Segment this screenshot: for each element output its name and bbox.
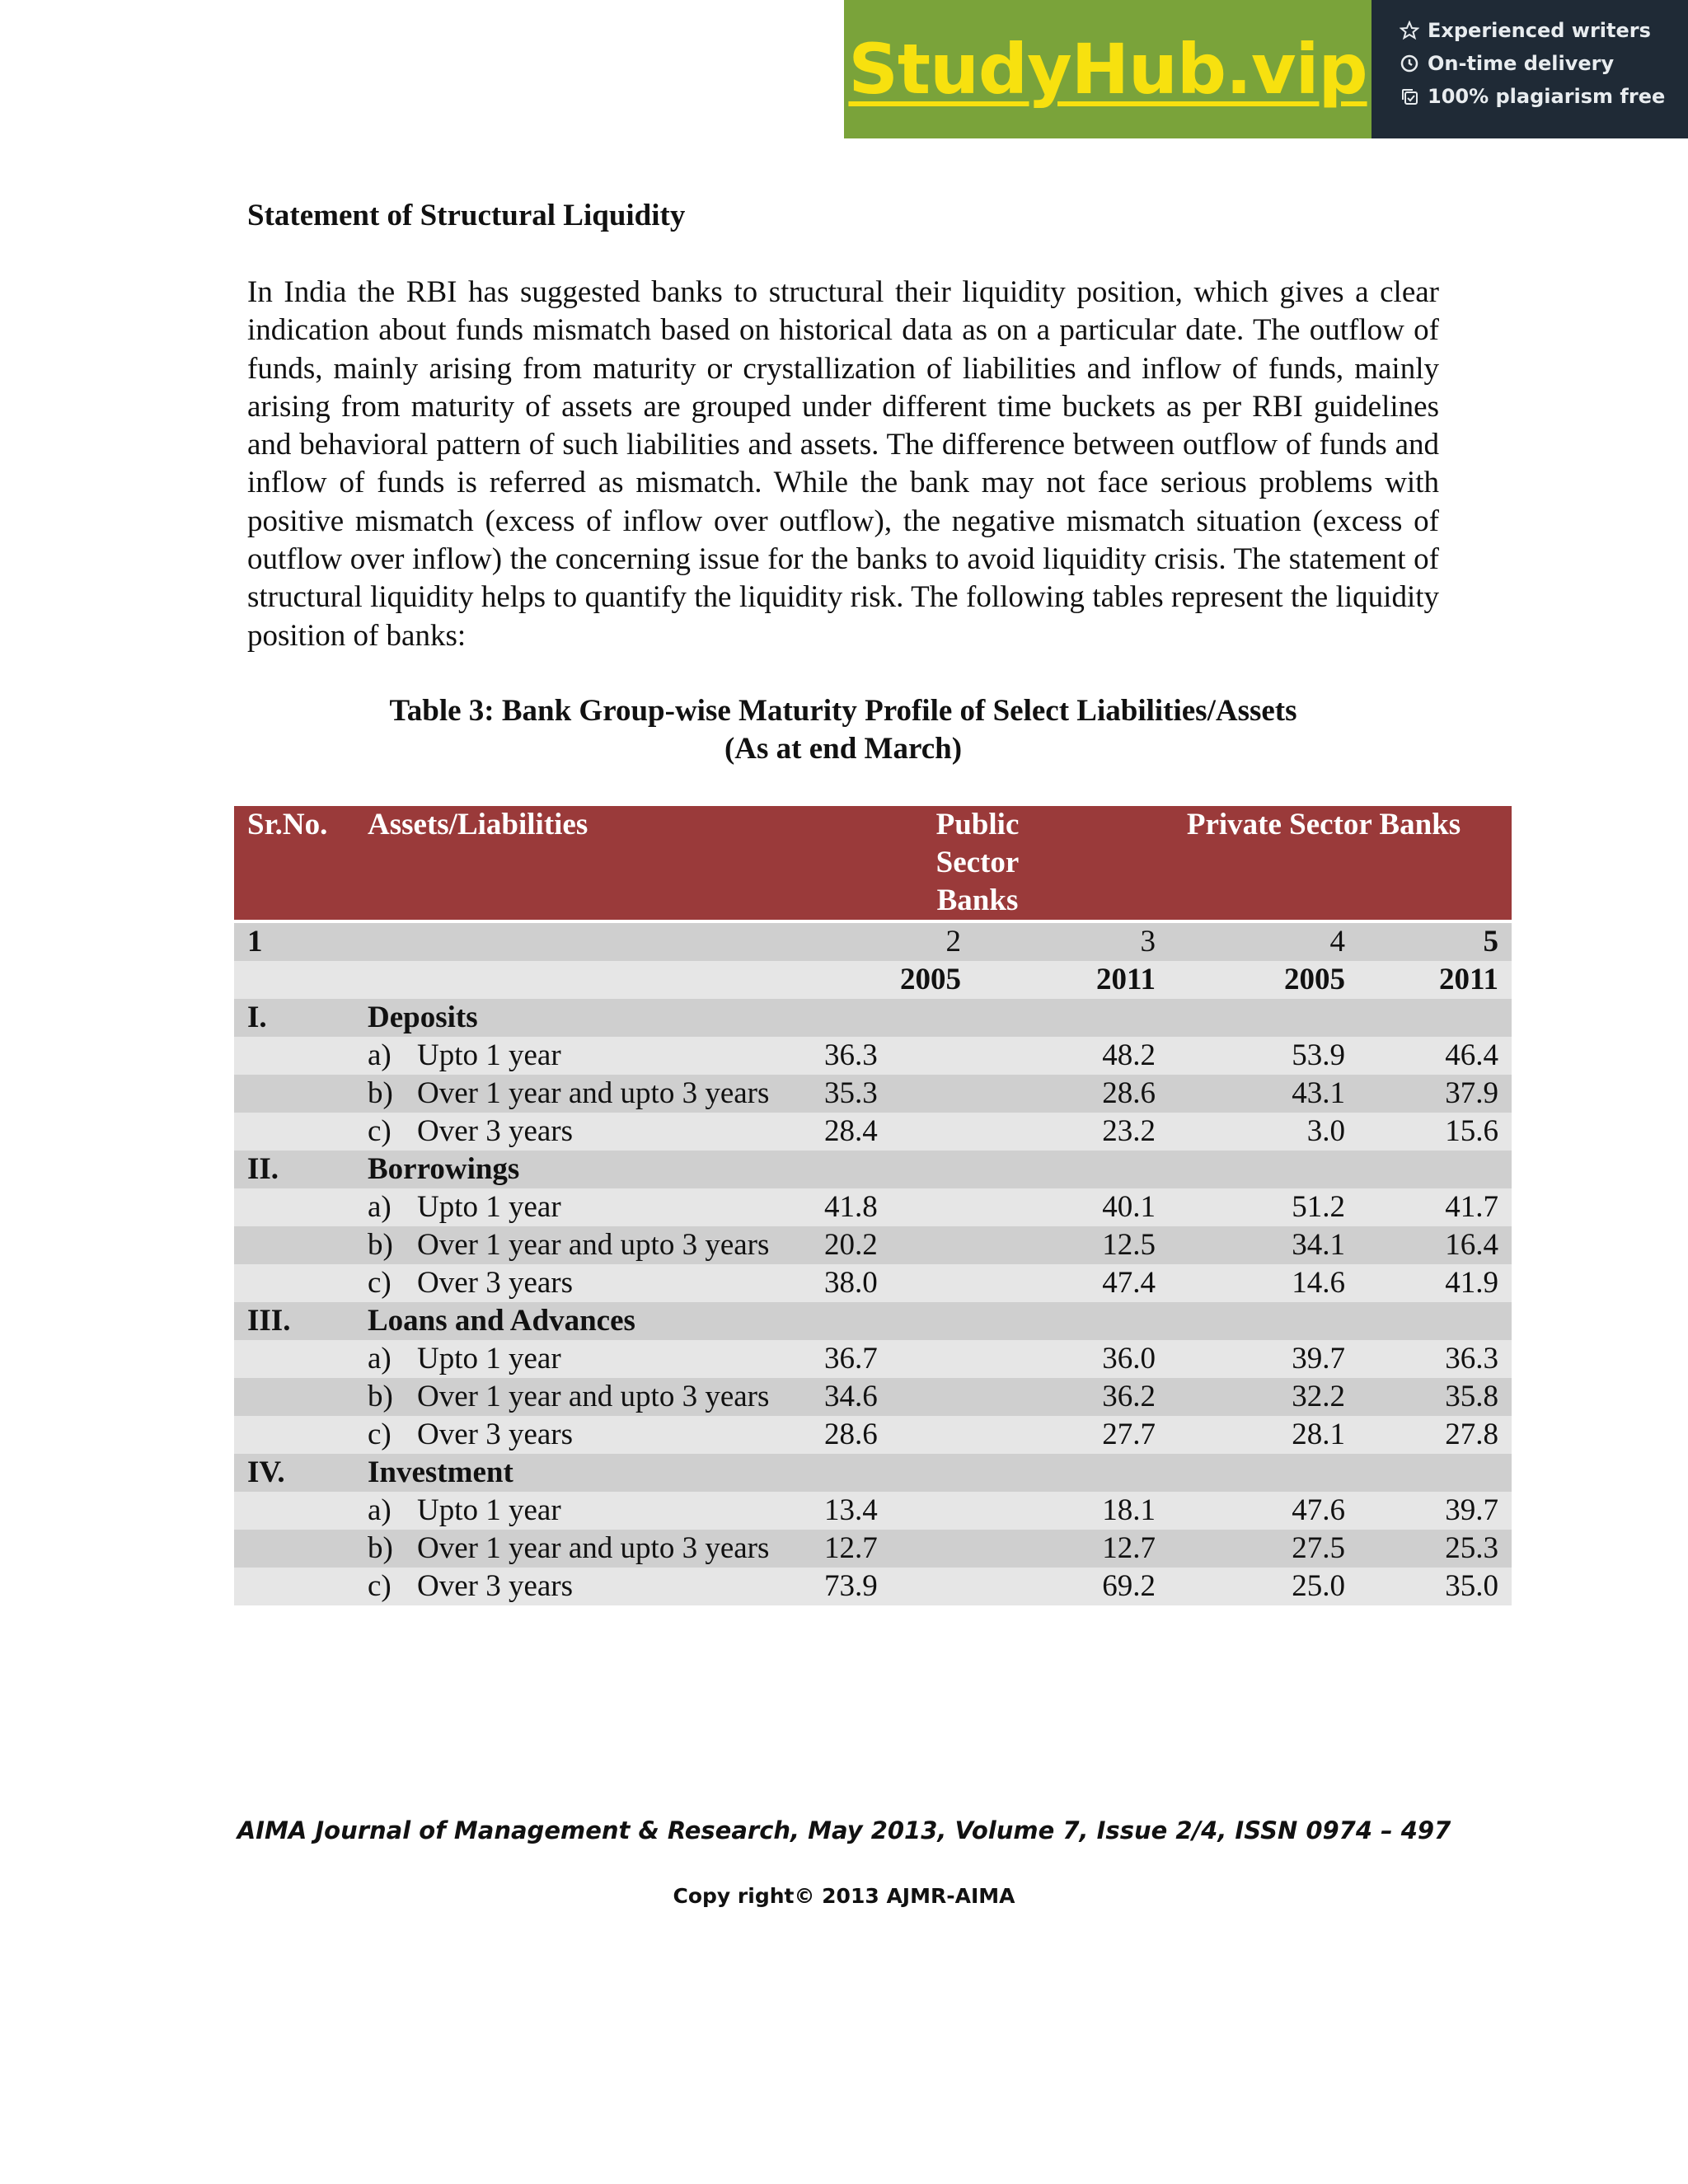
value-cell: 27.8 xyxy=(1358,1416,1512,1454)
table-row xyxy=(234,1378,1512,1416)
value-cell: 12.5 xyxy=(974,1226,1169,1264)
colnum-3: 3 xyxy=(974,921,1169,961)
feature-text: Experienced writers xyxy=(1428,19,1651,42)
group-header-row xyxy=(234,1302,1512,1340)
studyhub-banner[interactable] xyxy=(844,0,1688,138)
colnum-2: 2 xyxy=(811,921,974,961)
value-cell: 51.2 xyxy=(1169,1188,1358,1226)
group-name: Deposits xyxy=(354,999,811,1037)
row-letter: a) xyxy=(368,1493,392,1527)
row-text: Over 1 year and upto 3 years xyxy=(417,1228,770,1262)
value-cell: 43.1 xyxy=(1169,1075,1358,1113)
header-public-sector: Public Sector Banks xyxy=(811,806,1169,921)
table-row xyxy=(234,1416,1512,1454)
row-label xyxy=(354,1075,811,1113)
table-row xyxy=(234,1492,1512,1530)
value-cell: 36.0 xyxy=(974,1340,1169,1378)
copy-check-icon xyxy=(1400,87,1419,106)
group-name: Investment xyxy=(354,1454,811,1492)
year-private-2011: 2011 xyxy=(1358,961,1512,999)
value-cell: 73.9 xyxy=(811,1568,974,1605)
banner-features xyxy=(1372,0,1688,138)
row-label xyxy=(354,1264,811,1302)
row-letter: b) xyxy=(368,1228,393,1262)
value-cell: 28.4 xyxy=(811,1113,974,1151)
group-number: IV. xyxy=(234,1454,354,1492)
group-header-row xyxy=(234,1151,1512,1188)
value-cell: 34.6 xyxy=(811,1378,974,1416)
maturity-profile-table xyxy=(234,806,1512,1605)
value-cell: 25.3 xyxy=(1358,1530,1512,1568)
row-text: Upto 1 year xyxy=(417,1342,561,1376)
row-letter: c) xyxy=(368,1266,392,1300)
group-header-row xyxy=(234,1454,1512,1492)
table-row xyxy=(234,1075,1512,1113)
value-cell: 39.7 xyxy=(1169,1340,1358,1378)
row-text: Over 1 year and upto 3 years xyxy=(417,1531,770,1565)
value-cell: 40.1 xyxy=(974,1188,1169,1226)
year-public-2011: 2011 xyxy=(974,961,1169,999)
value-cell: 3.0 xyxy=(1169,1113,1358,1151)
value-cell: 41.8 xyxy=(811,1188,974,1226)
value-cell: 28.6 xyxy=(974,1075,1169,1113)
value-cell: 35.3 xyxy=(811,1075,974,1113)
value-cell: 13.4 xyxy=(811,1492,974,1530)
row-letter: a) xyxy=(368,1342,392,1376)
table-row xyxy=(234,1264,1512,1302)
value-cell: 36.2 xyxy=(974,1378,1169,1416)
value-cell: 12.7 xyxy=(811,1530,974,1568)
value-cell: 36.3 xyxy=(811,1037,974,1075)
table-header-row xyxy=(234,806,1512,921)
clock-icon xyxy=(1400,54,1419,73)
header-srno: Sr.No. xyxy=(234,806,354,921)
value-cell: 35.8 xyxy=(1358,1378,1512,1416)
row-text: Over 3 years xyxy=(417,1266,574,1300)
row-letter: b) xyxy=(368,1076,393,1110)
value-cell: 27.5 xyxy=(1169,1530,1358,1568)
row-letter: b) xyxy=(368,1380,393,1413)
table-caption-title: Table 3: Bank Group-wise Maturity Profile of Select Liabilities/Assets xyxy=(389,694,1297,728)
row-text: Upto 1 year xyxy=(417,1493,561,1527)
table-row xyxy=(234,1037,1512,1075)
feature-on-time-delivery xyxy=(1400,51,1688,76)
row-letter: a) xyxy=(368,1038,392,1072)
value-cell: 25.0 xyxy=(1169,1568,1358,1605)
row-text: Upto 1 year xyxy=(417,1038,561,1072)
feature-text: 100% plagiarism free xyxy=(1428,85,1666,108)
value-cell: 36.3 xyxy=(1358,1340,1512,1378)
value-cell: 20.2 xyxy=(811,1226,974,1264)
table-row xyxy=(234,1113,1512,1151)
year-private-2005: 2005 xyxy=(1169,961,1358,999)
value-cell: 41.7 xyxy=(1358,1188,1512,1226)
row-text: Over 1 year and upto 3 years xyxy=(417,1076,770,1110)
row-label xyxy=(354,1188,811,1226)
group-number: I. xyxy=(234,999,354,1037)
value-cell: 32.2 xyxy=(1169,1378,1358,1416)
value-cell: 39.7 xyxy=(1358,1492,1512,1530)
colnum-1: 1 xyxy=(234,921,354,961)
value-cell: 14.6 xyxy=(1169,1264,1358,1302)
row-label xyxy=(354,1568,811,1605)
table-caption xyxy=(247,692,1439,768)
feature-experienced-writers xyxy=(1400,18,1688,43)
row-label xyxy=(354,1340,811,1378)
value-cell: 12.7 xyxy=(974,1530,1169,1568)
row-label xyxy=(354,1037,811,1075)
row-label xyxy=(354,1113,811,1151)
section-heading: Statement of Structural Liquidity xyxy=(247,199,686,232)
row-text: Over 3 years xyxy=(417,1114,574,1148)
value-cell: 27.7 xyxy=(974,1416,1169,1454)
value-cell: 37.9 xyxy=(1358,1075,1512,1113)
value-cell: 34.1 xyxy=(1169,1226,1358,1264)
table-row xyxy=(234,1568,1512,1605)
value-cell: 15.6 xyxy=(1358,1113,1512,1151)
table-caption-subtitle: (As at end March) xyxy=(724,732,963,766)
year-row xyxy=(234,961,1512,999)
footer-copyright: Copy right© 2013 AJMR-AIMA xyxy=(673,1884,1015,1908)
group-number: III. xyxy=(234,1302,354,1340)
row-label xyxy=(354,1492,811,1530)
value-cell: 28.6 xyxy=(811,1416,974,1454)
value-cell: 53.9 xyxy=(1169,1037,1358,1075)
colnum-5: 5 xyxy=(1358,921,1512,961)
value-cell: 47.6 xyxy=(1169,1492,1358,1530)
row-text: Over 1 year and upto 3 years xyxy=(417,1380,770,1413)
value-cell: 41.9 xyxy=(1358,1264,1512,1302)
value-cell: 18.1 xyxy=(974,1492,1169,1530)
banner-logo-area[interactable] xyxy=(844,0,1372,138)
row-text: Over 3 years xyxy=(417,1569,574,1603)
studyhub-logo[interactable]: StudyHub.vip xyxy=(848,29,1367,110)
value-cell: 35.0 xyxy=(1358,1568,1512,1605)
feature-plagiarism-free xyxy=(1400,84,1688,109)
value-cell: 46.4 xyxy=(1358,1037,1512,1075)
row-letter: a) xyxy=(368,1190,392,1224)
row-letter: c) xyxy=(368,1418,392,1451)
row-label xyxy=(354,1378,811,1416)
value-cell: 48.2 xyxy=(974,1037,1169,1075)
year-public-2005: 2005 xyxy=(811,961,974,999)
group-header-row xyxy=(234,999,1512,1037)
table-row xyxy=(234,1188,1512,1226)
group-name: Loans and Advances xyxy=(354,1302,811,1340)
row-label xyxy=(354,1416,811,1454)
colnum-4: 4 xyxy=(1169,921,1358,961)
row-letter: c) xyxy=(368,1569,392,1603)
value-cell: 38.0 xyxy=(811,1264,974,1302)
row-text: Upto 1 year xyxy=(417,1190,561,1224)
value-cell: 28.1 xyxy=(1169,1416,1358,1454)
row-label xyxy=(354,1530,811,1568)
feature-text: On-time delivery xyxy=(1428,52,1615,75)
value-cell: 36.7 xyxy=(811,1340,974,1378)
row-letter: b) xyxy=(368,1531,393,1565)
value-cell: 69.2 xyxy=(974,1568,1169,1605)
table-row xyxy=(234,1226,1512,1264)
table-row xyxy=(234,1340,1512,1378)
group-name: Borrowings xyxy=(354,1151,811,1188)
row-letter: c) xyxy=(368,1114,392,1148)
header-assets-liabilities: Assets/Liabilities xyxy=(354,806,811,921)
value-cell: 16.4 xyxy=(1358,1226,1512,1264)
row-text: Over 3 years xyxy=(417,1418,574,1451)
row-label xyxy=(354,1226,811,1264)
table-row xyxy=(234,1530,1512,1568)
header-private-sector: Private Sector Banks xyxy=(1169,806,1512,921)
footer-journal-citation: AIMA Journal of Management & Research, May 2013, Volume 7, Issue 2/4, ISSN 0974 – 497 xyxy=(237,1816,1451,1844)
column-number-row xyxy=(234,921,1512,961)
value-cell: 47.4 xyxy=(974,1264,1169,1302)
star-icon xyxy=(1400,21,1419,40)
value-cell: 23.2 xyxy=(974,1113,1169,1151)
body-paragraph: In India the RBI has suggested banks to structural their liquidity position, which gives a clear indication about funds mismatch based on historical data as on a particular date. The outflow of funds, mainly arising from maturity or crystallization of liabilities and inflow of funds, mainly arising from maturity of assets are grouped under different time buckets as per RBI guidelines and behavioral pattern of such liabilities and assets. The difference between outflow of funds and inflow of funds is referred as mismatch. While the bank may not face serious problems with positive mismatch (excess of inflow over outflow), the negative mismatch situation (excess of outflow over inflow) the concerning issue for the banks to avoid liquidity crisis. The statement of structural liquidity helps to quantify the liquidity risk. The following tables represent the liquidity position of banks: xyxy=(247,275,1439,653)
group-number: II. xyxy=(234,1151,354,1188)
